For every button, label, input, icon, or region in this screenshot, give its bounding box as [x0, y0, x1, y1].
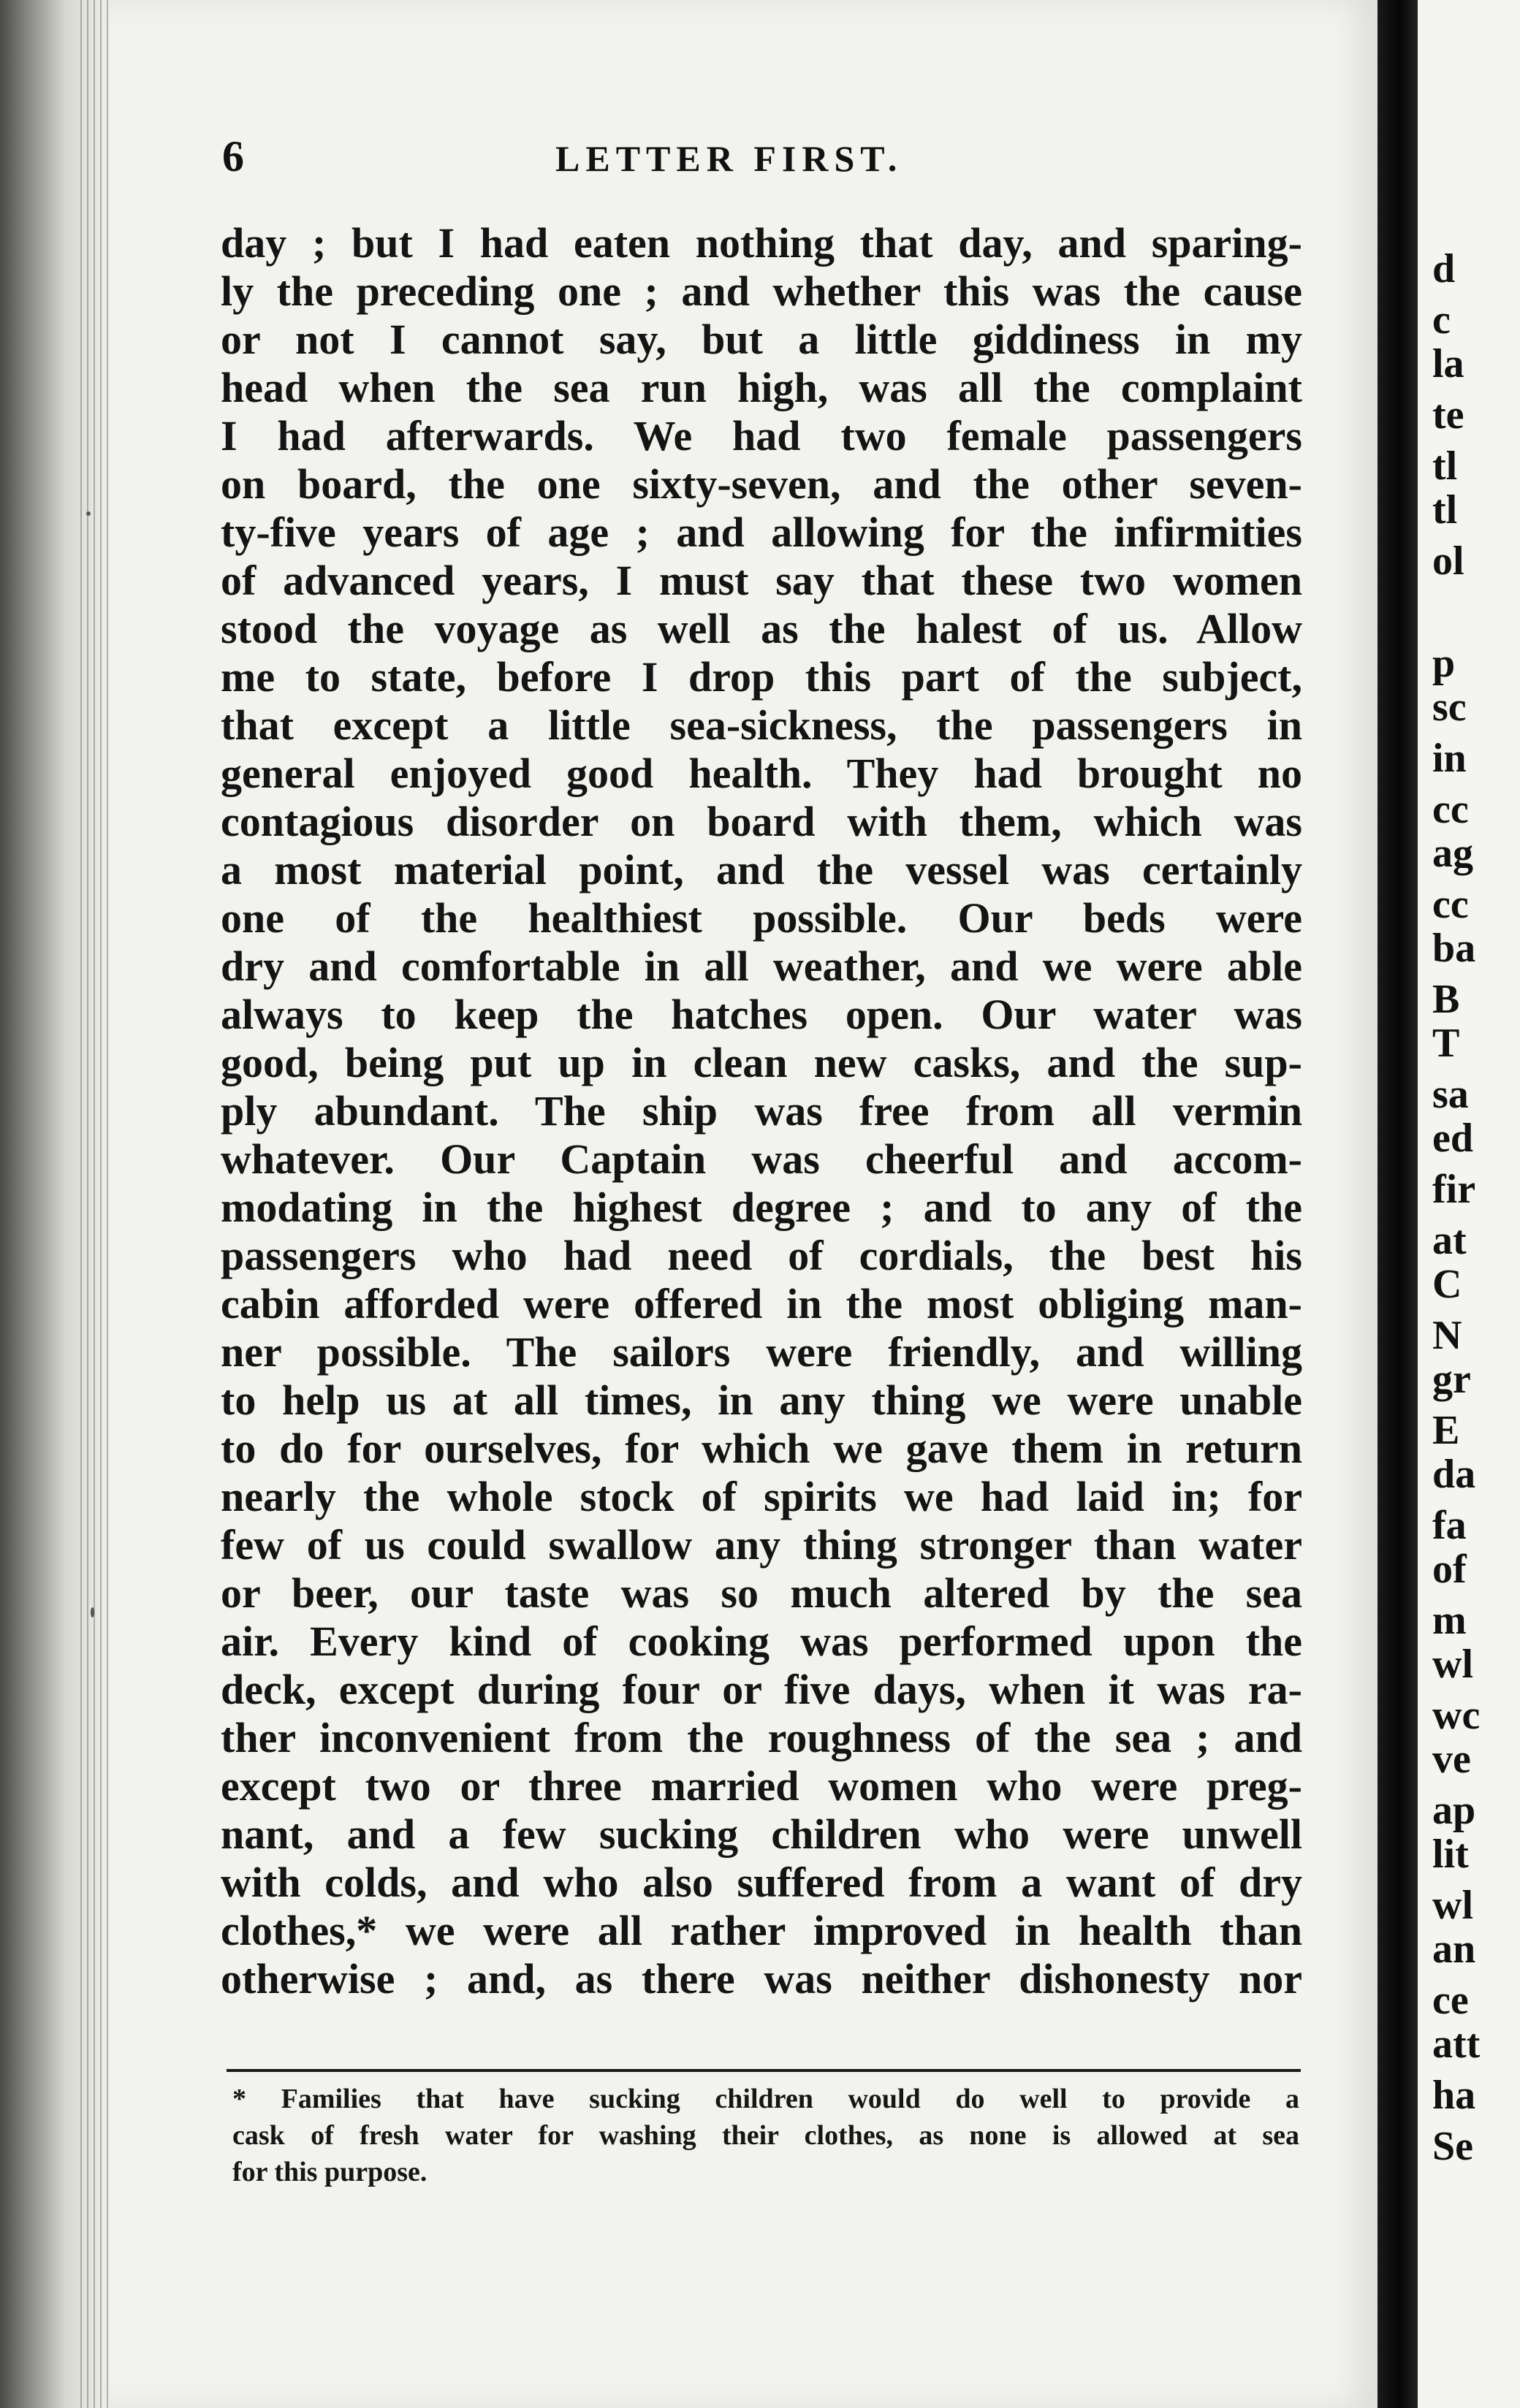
facing-page-fragment: ce — [1432, 1978, 1469, 2023]
facing-page-fragment: tl — [1432, 487, 1458, 533]
body-line: stood the voyage as well as the halest of us. Allow — [221, 605, 1302, 652]
footnote — [232, 2081, 1299, 2190]
body-line: ply abundant. The ship was free from all vermin — [221, 1087, 1302, 1135]
body-text — [221, 219, 1302, 2003]
facing-page-fragment: wl — [1432, 1883, 1473, 1928]
page-edge-lines — [80, 0, 110, 2408]
body-line: always to keep the hatches open. Our water was — [221, 991, 1302, 1038]
facing-page-fragment: te — [1432, 392, 1464, 438]
body-line: otherwise ; and, as there was neither dishonesty nor — [221, 1955, 1302, 2003]
facing-page-fragment: sc — [1432, 685, 1467, 730]
facing-page-fragment: da — [1432, 1452, 1476, 1497]
facing-page-fragment: wc — [1432, 1693, 1481, 1738]
facing-page-fragment: N — [1432, 1313, 1462, 1358]
body-line: ty-five years of age ; and allowing for the infirmities — [221, 508, 1302, 556]
body-line: modating in the highest degree ; and to any of the — [221, 1184, 1302, 1231]
facing-page-fragment: ed — [1432, 1116, 1473, 1161]
body-line: one of the healthiest possible. Our beds were — [221, 894, 1302, 942]
body-line: on board, the one sixty-seven, and the other seven- — [221, 460, 1302, 508]
facing-page-fragment: Se — [1432, 2124, 1473, 2169]
facing-page-fragment: ha — [1432, 2073, 1476, 2118]
body-line: whatever. Our Captain was cheerful and accom- — [221, 1135, 1302, 1183]
body-line: cabin afforded were offered in the most obliging man- — [221, 1280, 1302, 1327]
body-line: that except a little sea-sickness, the passengers in — [221, 701, 1302, 749]
facing-page-fragment: tl — [1432, 443, 1458, 489]
body-line: to do for ourselves, for which we gave them in return — [221, 1425, 1302, 1472]
facing-page-fragment: cc — [1432, 882, 1469, 927]
body-line: passengers who had need of cordials, the best his — [221, 1232, 1302, 1279]
footnote-line: cask of fresh water for washing their clothes, as none is allowed at sea — [232, 2120, 1299, 2151]
facing-page-fragment: fir — [1432, 1167, 1476, 1212]
scan-speck — [91, 1607, 94, 1618]
footnote-line: for this purpose. — [232, 2157, 428, 2187]
facing-page-fragment: an — [1432, 1927, 1476, 1972]
running-title: LETTER FIRST. — [555, 138, 903, 179]
facing-page-fragment: gr — [1432, 1357, 1471, 1402]
facing-page-fragment: wl — [1432, 1642, 1473, 1687]
body-line: to help us at all times, in any thing we were unable — [221, 1376, 1302, 1424]
body-line: air. Every kind of cooking was performed upon the — [221, 1618, 1302, 1665]
page-number: 6 — [222, 132, 244, 180]
facing-page-fragment: in — [1432, 736, 1467, 781]
facing-page-fragment: ol — [1432, 538, 1464, 584]
body-line: deck, except during four or five days, when it was ra- — [221, 1666, 1302, 1713]
footnote-line: * Families that have sucking children would do well to provide a — [232, 2084, 1299, 2114]
body-line: ther inconvenient from the roughness of the sea ; and — [221, 1714, 1302, 1761]
body-line: except two or three married women who were preg- — [221, 1762, 1302, 1810]
facing-page-fragment: d — [1432, 246, 1456, 292]
body-line: nant, and a few sucking children who were unwell — [221, 1810, 1302, 1858]
body-line: clothes,* we were all rather improved in health than — [221, 1907, 1302, 1954]
facing-page-fragment: at — [1432, 1218, 1467, 1263]
facing-page-fragment: c — [1432, 297, 1451, 343]
facing-page-fragment: B — [1432, 977, 1460, 1022]
body-line: contagious disorder on board with them, which was — [221, 798, 1302, 845]
body-line: with colds, and who also suffered from a want of dry — [221, 1859, 1302, 1906]
facing-page-fragment: of — [1432, 1547, 1467, 1592]
scan-speck — [86, 511, 91, 516]
body-line: I had afterwards. We had two female passengers — [221, 412, 1302, 460]
facing-page — [1418, 0, 1520, 2408]
body-line: of advanced years, I must say that these two women — [221, 557, 1302, 604]
facing-page-fragment: C — [1432, 1262, 1462, 1307]
facing-page-fragment: p — [1432, 641, 1456, 686]
facing-page-fragment: ag — [1432, 831, 1473, 876]
facing-page-fragment: sa — [1432, 1072, 1469, 1117]
body-line: head when the sea run high, was all the complaint — [221, 364, 1302, 411]
facing-page-fragment: m — [1432, 1598, 1467, 1643]
body-line: ner possible. The sailors were friendly, and willing — [221, 1328, 1302, 1376]
facing-page-fragment: att — [1432, 2022, 1481, 2067]
facing-page-fragment: la — [1432, 341, 1464, 386]
body-line: a most material point, and the vessel was certainly — [221, 846, 1302, 894]
facing-page-fragment: E — [1432, 1408, 1460, 1453]
body-line: dry and comfortable in all weather, and we were able — [221, 942, 1302, 990]
facing-page-fragment: ba — [1432, 926, 1476, 971]
body-line: few of us could swallow any thing stronger than water — [221, 1521, 1302, 1569]
book-gutter — [1378, 0, 1418, 2408]
facing-page-fragment: ve — [1432, 1737, 1471, 1782]
body-line: or not I cannot say, but a little giddiness in my — [221, 316, 1302, 363]
running-head — [219, 132, 1301, 183]
body-line: good, being put up in clean new casks, and the sup- — [221, 1039, 1302, 1086]
facing-page-fragment: T — [1432, 1021, 1460, 1066]
body-line: me to state, before I drop this part of the subject, — [221, 653, 1302, 701]
body-line: general enjoyed good health. They had brought no — [221, 750, 1302, 797]
facing-page-fragment: cc — [1432, 787, 1469, 832]
footnote-rule — [227, 2069, 1301, 2072]
body-line: nearly the whole stock of spirits we had laid in; for — [221, 1473, 1302, 1520]
body-line: ly the preceding one ; and whether this was the cause — [221, 267, 1302, 315]
body-line: or beer, our taste was so much altered by the sea — [221, 1569, 1302, 1617]
facing-page-fragment: lit — [1432, 1832, 1469, 1877]
facing-page-fragment: ap — [1432, 1788, 1476, 1833]
body-line: day ; but I had eaten nothing that day, and sparing- — [221, 219, 1302, 267]
facing-page-fragment: fa — [1432, 1503, 1467, 1548]
